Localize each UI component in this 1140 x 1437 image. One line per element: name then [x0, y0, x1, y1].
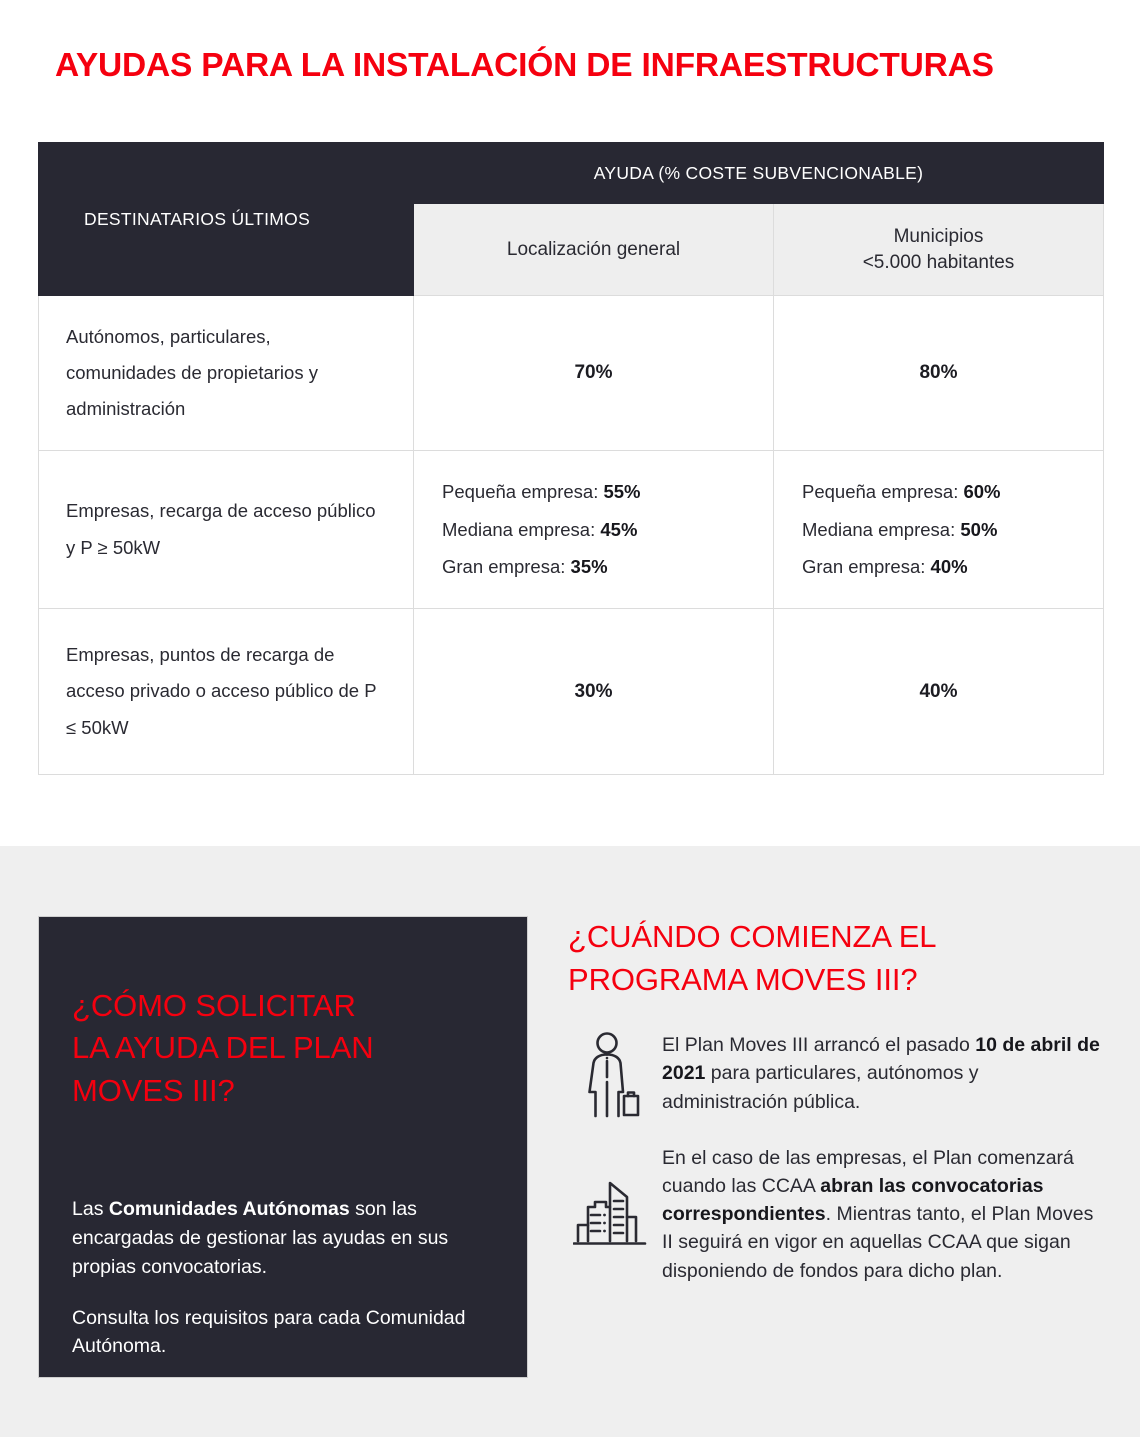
row-general-value: 70% — [414, 296, 774, 451]
paragraph-text: Las — [72, 1198, 109, 1220]
breakdown-value: 50% — [960, 518, 998, 540]
how-to-apply-paragraph-2: Consulta los requisitos para cada Comunidad Autónoma. — [72, 1306, 466, 1358]
table-header — [39, 143, 1104, 296]
breakdown-label: Mediana empresa: — [802, 518, 961, 540]
header-localizacion-general: Localización general — [414, 204, 774, 296]
header-municipios — [774, 204, 1104, 296]
how-to-apply-card — [38, 916, 528, 1378]
when-starts-title-line1: ¿CUÁNDO COMIENZA EL — [568, 919, 937, 954]
paragraph-bold: abran las convocatorias correspondientes — [662, 1174, 1044, 1226]
breakdown-label: Pequeña empresa: — [442, 480, 604, 502]
how-to-apply-title-line3: MOVES III? — [72, 1072, 235, 1108]
breakdown-label: Pequeña empresa: — [802, 480, 964, 502]
breakdown-line — [442, 511, 759, 549]
paragraph-text: son las encargadas de gestionar las ayudas en sus propias convocatorias. — [72, 1198, 449, 1278]
when-starts-title — [568, 916, 1108, 1002]
row-general-value: 30% — [414, 609, 774, 775]
bottom-section — [0, 846, 1140, 1437]
breakdown-value: 35% — [570, 556, 608, 578]
city-buildings-icon — [568, 1177, 656, 1251]
info-block-start-date — [568, 1030, 1108, 1118]
paragraph-bold: 10 de abril de 2021 — [662, 1034, 1100, 1085]
row-general-breakdown — [414, 451, 774, 609]
row-municipios-value: 40% — [774, 609, 1104, 775]
how-to-apply-title-line2: LA AYUDA DEL PLAN — [72, 1030, 374, 1066]
breakdown-line — [442, 548, 759, 586]
row-municipios-value: 80% — [774, 296, 1104, 451]
header-destinatarios: DESTINATARIOS ÚLTIMOS — [39, 143, 414, 296]
row-recipient: Empresas, puntos de recarga de acceso privado o acceso público de P ≤ 50kW — [39, 609, 414, 775]
table-header-row-top — [39, 143, 1104, 204]
breakdown-value: 45% — [600, 518, 638, 540]
breakdown-label: Gran empresa: — [802, 556, 931, 578]
paragraph-text: El Plan Moves III arrancó el pasado — [662, 1034, 976, 1057]
how-to-apply-title — [72, 985, 502, 1112]
businessperson-briefcase-icon — [568, 1030, 656, 1118]
breakdown-value: 40% — [930, 556, 968, 578]
table-row — [39, 451, 1104, 609]
breakdown-label: Mediana empresa: — [442, 518, 601, 540]
breakdown-line — [802, 511, 1089, 549]
row-recipient: Autónomos, particulares, comunidades de propietarios y administración — [39, 296, 414, 451]
breakdown-value: 60% — [963, 480, 1001, 502]
header-municipios-line2: <5.000 habitantes — [862, 251, 1015, 273]
info-text-companies — [656, 1144, 1108, 1285]
header-ayuda-group: AYUDA (% COSTE SUBVENCIONABLE) — [414, 143, 1104, 204]
paragraph-bold: Comunidades Autónomas — [108, 1198, 350, 1220]
paragraph-text: . Mientras tanto, el Plan Moves II seguirá en vigor en aquellas CCAA que sigan disponiendo de fondos para dicho plan. — [662, 1203, 1094, 1282]
page-title: AYUDAS PARA LA INSTALACIÓN DE INFRAESTRUCTURAS — [55, 47, 994, 84]
how-to-apply-title-line1: ¿CÓMO SOLICITAR — [72, 988, 356, 1023]
how-to-apply-paragraph-1 — [72, 1195, 492, 1282]
paragraph-text: En el caso de las empresas, el Plan comenzará cuando las CCAA — [662, 1146, 1074, 1197]
paragraph-text: para particulares, autónomos y administración pública. — [662, 1062, 979, 1113]
aid-percentage-table — [38, 142, 1104, 775]
row-recipient: Empresas, recarga de acceso público y P ≥ 50kW — [39, 451, 414, 609]
breakdown-line — [802, 548, 1089, 586]
breakdown-line — [802, 473, 1089, 511]
breakdown-label: Gran empresa: — [442, 556, 571, 578]
breakdown-value: 55% — [603, 480, 641, 502]
header-municipios-line1: Municipios — [893, 225, 984, 247]
table-body — [39, 296, 1104, 775]
row-municipios-breakdown — [774, 451, 1104, 609]
table-row — [39, 296, 1104, 451]
info-block-companies — [568, 1144, 1108, 1285]
breakdown-line — [442, 473, 759, 511]
info-text-start-date — [656, 1031, 1108, 1116]
when-starts-column — [568, 916, 1108, 1311]
when-starts-title-line2: PROGRAMA MOVES III? — [568, 961, 918, 997]
table-row — [39, 609, 1104, 775]
how-to-apply-body — [72, 1195, 492, 1361]
